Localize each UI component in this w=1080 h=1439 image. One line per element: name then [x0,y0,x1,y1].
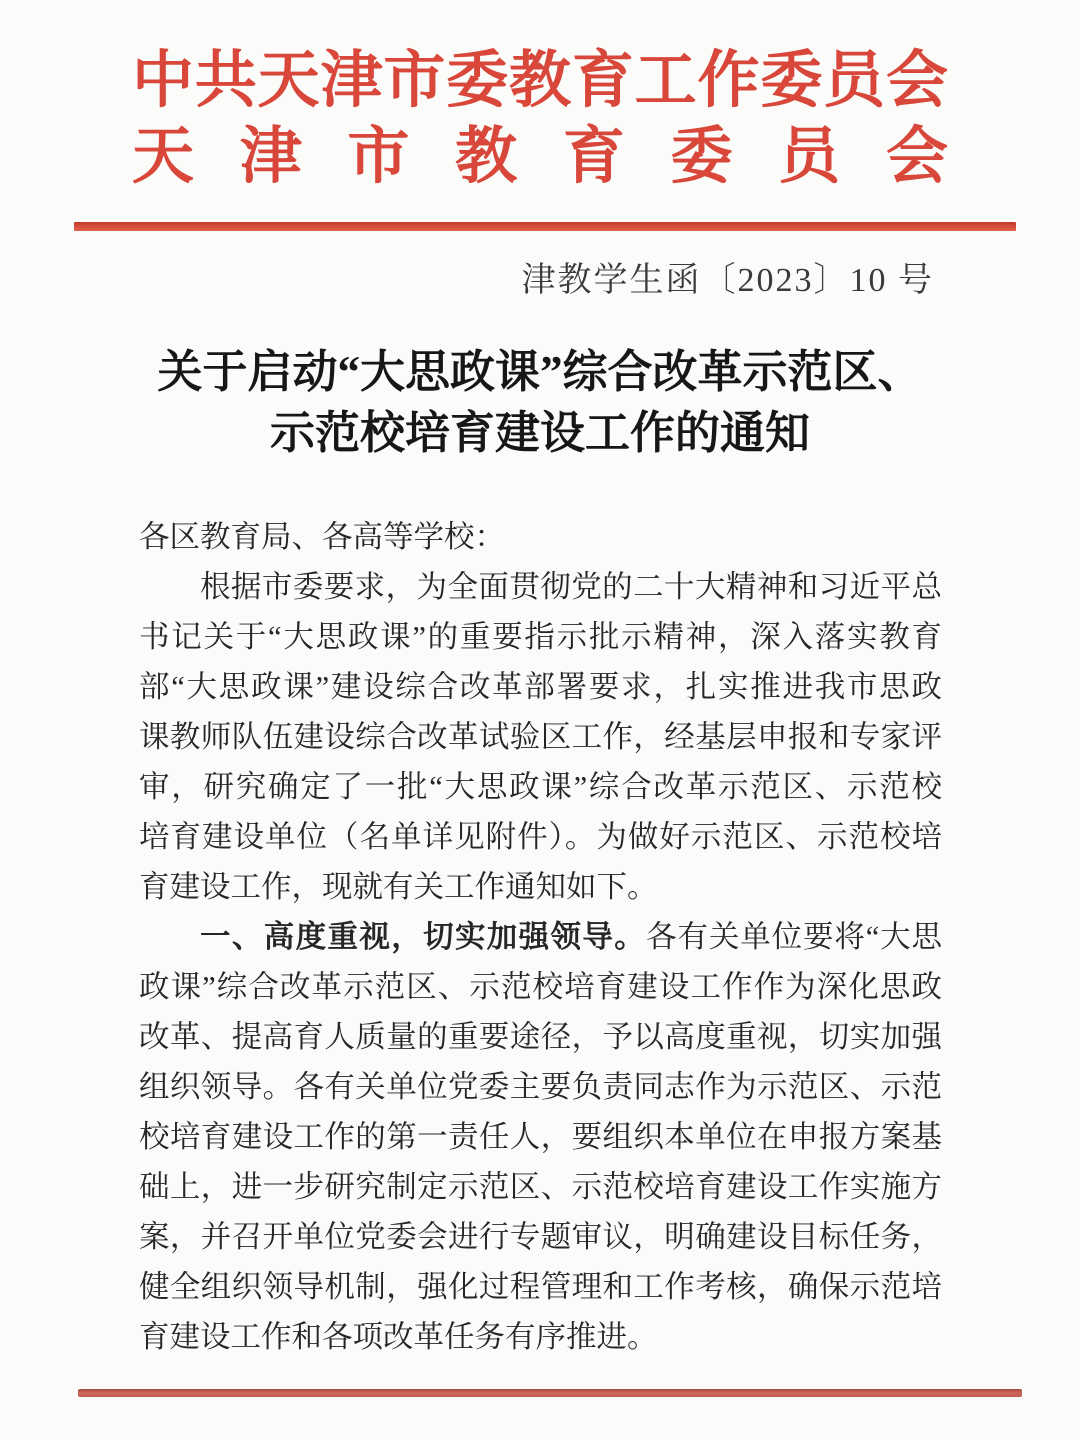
body-line: 政课”综合改革示范区、示范校培育建设工作作为深化思政 [139,970,942,1004]
body-line [139,912,942,962]
body-line: 根据市委要求，为全面贯彻党的二十大精神和习近平总 [200,570,942,604]
body-line: 审，研究确定了一批“大思政课”综合改革示范区、示范校 [139,770,942,804]
body-line: 校培育建设工作的第一责任人，要组织本单位在申报方案基 [139,1120,942,1154]
document-title-line1: 关于启动“大思政课”综合改革示范区、 [157,347,923,397]
letterhead [0,44,1080,195]
body-line: 础上，进一步研究制定示范区、示范校培育建设工作实施方 [139,1170,942,1204]
document-body [139,512,942,1362]
section-heading-rest: 各有关单位要将“大思 [646,920,943,954]
body-line: 课教师队伍建设综合改革试验区工作，经基层申报和专家评 [139,720,942,754]
document-number: 津教学生函〔2023〕10 号 [521,262,934,299]
letterhead-org-line2: 天津市教育委员会 [132,122,948,191]
body-line: 案，并召开单位党委会进行专题审议，明确建设目标任务， [139,1220,942,1254]
body-line: 部“大思政课”建设综合改革部署要求，扎实推进我市思政 [139,670,942,704]
body-line: 育建设工作，现就有关工作通知如下。 [139,870,658,904]
body-line: 书记关于“大思政课”的重要指示批示精神，深入落实教育 [139,620,942,654]
bottom-divider-rule [78,1389,1022,1397]
body-line: 组织领导。各有关单位党委主要负责同志作为示范区、示范 [139,1070,942,1104]
document-title [0,342,1080,464]
letterhead-org-line1: 中共天津市委教育工作委员会 [132,47,948,115]
body-line: 育建设工作和各项改革任务有序推进。 [139,1320,658,1354]
body-line: 改革、提高育人质量的重要途径，予以高度重视，切实加强 [139,1020,942,1054]
document-title-line2: 示范校培育建设工作的通知 [269,408,810,458]
section-heading-bold: 一、高度重视，切实加强领导。 [200,920,647,954]
body-line: 培育建设单位（名单详见附件）。为做好示范区、示范校培 [139,820,942,854]
body-line: 健全组织领导机制，强化过程管理和工作考核，确保示范培 [139,1270,942,1304]
salutation: 各区教育局、各高等学校： [139,520,505,554]
letterhead-divider-rule [74,222,1016,231]
